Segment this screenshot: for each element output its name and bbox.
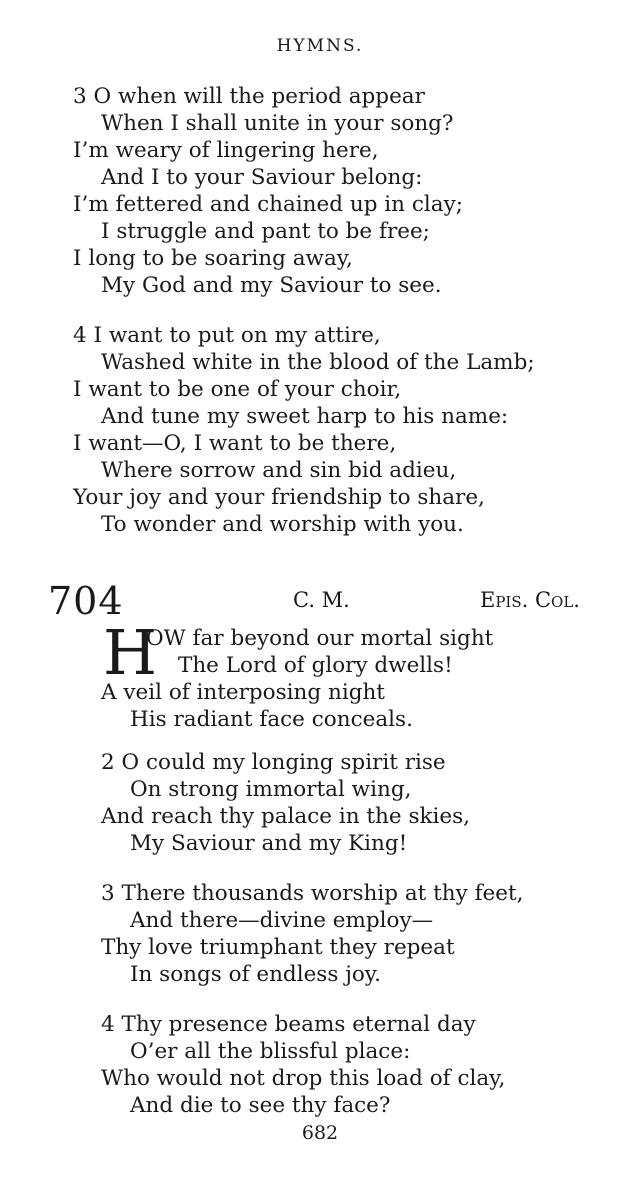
verse-line: I struggle and pant to be free; — [101, 219, 430, 244]
verse-line: On strong immortal wing, — [130, 777, 412, 802]
page-number: 682 — [301, 1122, 339, 1144]
verse-line: 3 O when will the period appear — [73, 84, 425, 109]
verse-line: Where sorrow and sin bid adieu, — [101, 458, 457, 483]
verse-line: Thy love triumphant they repeat — [101, 935, 455, 960]
hymn-meter: C. M. — [293, 588, 350, 612]
verse-line: And I to your Saviour belong: — [101, 165, 423, 190]
verse-line: And tune my sweet harp to his name: — [101, 404, 509, 429]
verse-line: O’er all the blissful place: — [130, 1039, 411, 1064]
verse-line: I long to be soaring away, — [73, 246, 353, 271]
verse-line: To wonder and worship with you. — [101, 512, 464, 537]
verse-line: My Saviour and my King! — [130, 831, 408, 856]
verse-line: Who would not drop this load of clay, — [101, 1066, 506, 1091]
verse-line: 4 I want to put on my attire, — [73, 323, 381, 348]
verse-line: Your joy and your friendship to share, — [73, 485, 485, 510]
verse-line: I’m weary of lingering here, — [73, 138, 379, 163]
verse-line: And reach thy palace in the skies, — [101, 804, 470, 829]
verse-line: 4 Thy presence beams eternal day — [101, 1012, 476, 1037]
verse-line: I want—O, I want to be there, — [73, 431, 397, 456]
verse-line: OW far beyond our mortal sight — [146, 626, 494, 651]
drop-cap: H — [103, 616, 158, 689]
verse-line: When I shall unite in your song? — [101, 111, 454, 136]
verse-line: His radiant face conceals. — [130, 707, 413, 732]
verse-line: A veil of interposing night — [101, 680, 385, 705]
verse-line: 3 There thousands worship at thy feet, — [101, 881, 524, 906]
verse-line: In songs of endless joy. — [130, 962, 381, 987]
verse-line: Washed white in the blood of the Lamb; — [101, 350, 535, 375]
verse-line: My God and my Saviour to see. — [101, 273, 442, 298]
hymn-source: Epis. Col. — [480, 588, 580, 612]
verse-line: 2 O could my longing spirit rise — [101, 750, 446, 775]
hymn-number: 704 — [48, 579, 124, 623]
verse-line: I’m fettered and chained up in clay; — [73, 192, 463, 217]
running-header: HYMNS. — [276, 36, 364, 56]
verse-line: I want to be one of your choir, — [73, 377, 402, 402]
verse-line: And there—divine employ— — [130, 908, 434, 933]
verse-line: The Lord of glory dwells! — [178, 653, 453, 678]
verse-line: And die to see thy face? — [130, 1093, 391, 1118]
